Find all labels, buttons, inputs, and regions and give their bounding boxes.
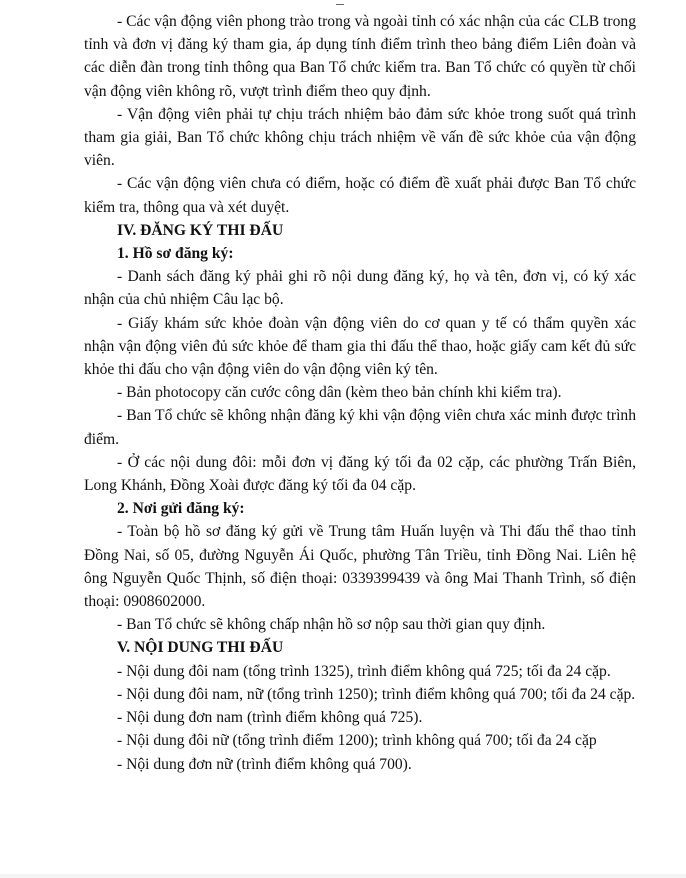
list-item-doi-nu: - Nội dung đôi nữ (tổng trình điểm 1200); trình không quá 700; tối đa 24 cặp [117,732,597,750]
document-body [84,10,636,776]
list-item-don-nam: - Nội dung đơn nam (trình điểm không quá 725). [117,709,423,727]
paragraph-xac-minh: - Ban Tổ chức sẽ không nhận đăng ký khi vận động viên chưa xác minh được trình điểm. [84,407,636,448]
paragraph-ban-photocopy: - Bản photocopy căn cước công dân (kèm theo bản chính khi kiểm tra). [117,384,562,402]
paragraph-giay-kham: - Giấy khám sức khỏe đoàn vận động viên do cơ quan y tế có thẩm quyền xác nhận vận động viên đủ sức khỏe để tham gia thi đấu thể thao, hoặc giấy cam kết đủ sức khỏe thi đấu cho vận động viên do vận động viên ký tên. [84,314,636,379]
paragraph-phong-trao: - Các vận động viên phong trào trong và ngoài tỉnh có xác nhận của các CLB trong tỉnh và đơn vị đăng ký tham gia, áp dụng tính điểm trình theo bảng điểm Liên đoàn và các diễn đàn trong tỉnh thông qua Ban Tổ chức kiểm tra. Ban Tổ chức có quyền từ chối vận động viên không rõ, vượt trình điểm theo quy định. [84,13,636,100]
paragraph-noi-gui: - Toàn bộ hồ sơ đăng ký gửi về Trung tâm Huấn luyện và Thi đấu thể thao tỉnh Đồng Nai, số 05, đường Nguyễn Ái Quốc, phường Tân Triều, tỉnh Đồng Nai. Liên hệ ông Nguyễn Quốc Thịnh, số điện thoại: 0339399439 và ông Mai Thanh Trình, số điện thoại: 0908602000. [84,523,636,611]
page-bottom-edge [0,874,686,878]
subheading-noi-gui: 2. Nơi gửi đăng ký: [117,500,245,518]
page-top-mark [336,0,344,5]
section-heading-noi-dung: V. NỘI DUNG THI ĐẤU [117,639,284,657]
subheading-ho-so: 1. Hồ sơ đăng ký: [117,245,234,263]
list-item-doi-nam: - Nội dung đôi nam (tổng trình 1325), trình điểm không quá 725; tối đa 24 cặp. [117,662,611,680]
paragraph-noi-dung-doi: - Ở các nội dung đôi: mỗi đơn vị đăng ký tối đa 02 cặp, các phường Trấn Biên, Long Khánh, Đồng Xoài được đăng ký tối đa 04 cặp. [84,453,636,495]
list-item-don-nu: - Nội dung đơn nữ (trình điểm không quá 700). [117,755,412,773]
section-heading-dang-ky: IV. ĐĂNG KÝ THI ĐẤU [117,221,284,239]
paragraph-danh-sach: - Danh sách đăng ký phải ghi rõ nội dung đăng ký, họ và tên, đơn vị, có ký xác nhận của chủ nhiệm Câu lạc bộ. [84,268,636,309]
paragraph-suc-khoe: - Vận động viên phải tự chịu trách nhiệm bảo đảm sức khỏe trong suốt quá trình tham gia giải, Ban Tổ chức không chịu trách nhiệm về vấn đề sức khỏe của vận động viên. [84,105,636,170]
paragraph-khong-chap-nhan: - Ban Tổ chức sẽ không chấp nhận hồ sơ nộp sau thời gian quy định. [117,616,546,634]
list-item-doi-nam-nu: - Nội dung đôi nam, nữ (tổng trình 1250); trình điểm không quá 700; tối đa 24 cặp. [117,685,636,703]
paragraph-chua-co-diem: - Các vận động viên chưa có điểm, hoặc có điểm đề xuất phải được Ban Tổ chức kiểm tra, thông qua và xét duyệt. [84,175,636,216]
